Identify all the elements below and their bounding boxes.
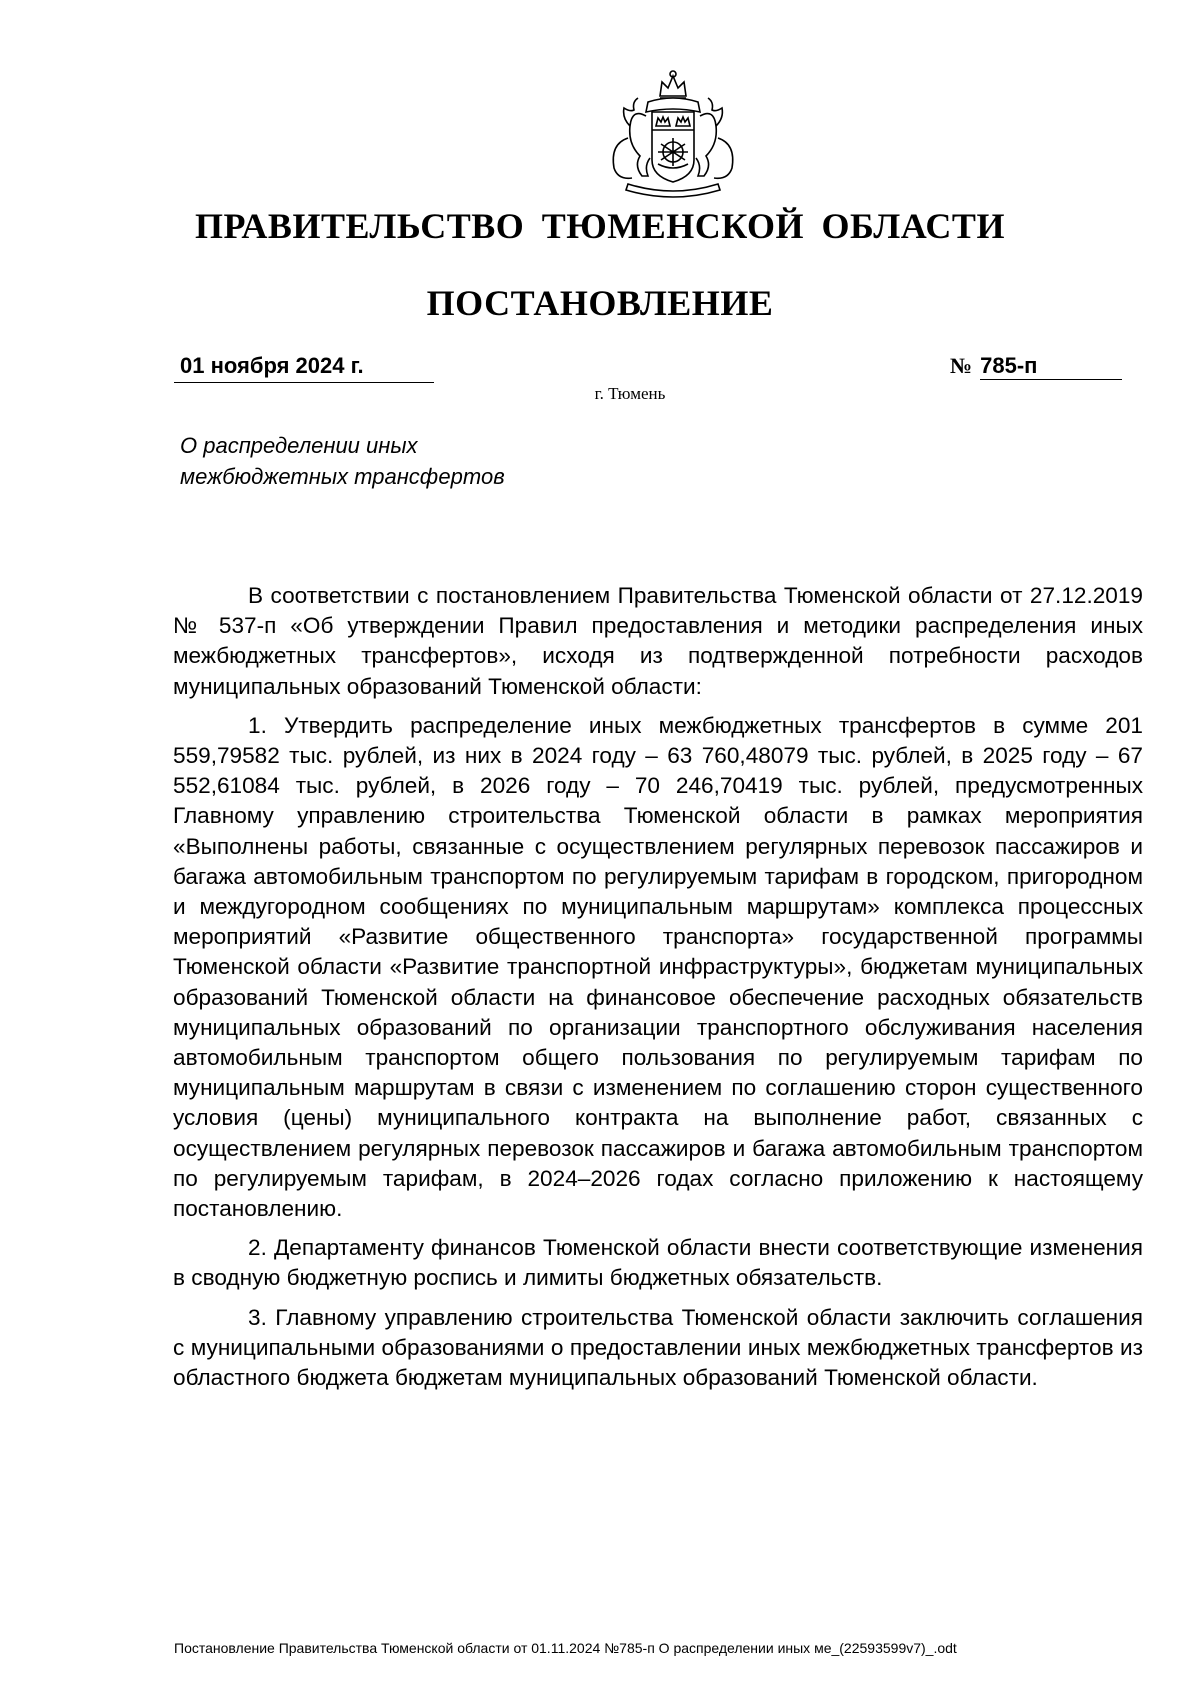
subject-line-2: межбюджетных трансфертов [180, 464, 505, 489]
document-type: ПОСТАНОВЛЕНИЕ [426, 283, 774, 323]
document-body [173, 581, 1143, 1402]
footer-filename: Постановление Правительства Тюменской области от 01.11.2024 №785-п О распределении иных ме_(22593599v7)_.odt [174, 1640, 957, 1656]
item-2-paragraph: 2. Департаменту финансов Тюменской области внести соответствующие изменения в сводную бюджетную роспись и лимиты бюджетных обязательств. [173, 1235, 1143, 1291]
document-date: 01 ноября 2024 г. [174, 353, 434, 383]
document-number: 785-п [980, 353, 1122, 380]
government-title: ПРАВИТЕЛЬСТВО ТЮМЕНСКОЙ ОБЛАСТИ [195, 206, 1005, 246]
preamble-paragraph: В соответствии с постановлением Правительства Тюменской области от 27.12.2019 № 537-п «Об утверждении Правил предоставления и методики распределения иных межбюджетных трансфертов», исходя из подтвержденной потребности расходов муниципальных образований Тюменской области: [173, 583, 1143, 699]
document-city: г. Тюмень [594, 384, 666, 403]
document-subject [180, 430, 505, 492]
item-1-paragraph: 1. Утвердить распределение иных межбюджетных трансфертов в сумме 201 559,79582 тыс. рублей, из них в 2024 году – 63 760,48079 тыс. рублей, в 2025 году – 67 552,61084 тыс. рублей, в 2026 году – 70 246,70419 тыс. рублей, предусмотренных Главному управлению строительства Тюменской области в рамках мероприятия «Выполнены работы, связанные с осуществлением регулярных перевозок пассажиров и багажа автомобильным транспортом по регулируемым тарифам в городском, пригородном и междугородном сообщениях по муниципальным маршрутам» комплекса процессных мероприятий «Развитие общественного транспорта» государственной программы Тюменской области «Развитие транспортной инфраструктуры», бюджетам муниципальных образований Тюменской области на финансовое обеспечение расходных обязательств муниципальных образований по организации транспортного обслуживания населения автомобильным транспортом общего пользования по регулируемым тарифам по муниципальным маршрутам в связи с изменением по соглашению сторон существенного условия (цены) муниципального контракта на выполнение работ, связанных с осуществлением регулярных перевозок пассажиров и багажа автомобильным транспортом по регулируемым тарифам, в 2024–2026 годах согласно приложению к настоящему постановлению. [173, 712, 1143, 1222]
item-3-paragraph: 3. Главному управлению строительства Тюменской области заключить соглашения с муниципальными образованиями о предоставлении иных межбюджетных трансфертов из областного бюджета бюджетам муниципальных образований Тюменской области. [173, 1304, 1143, 1391]
subject-line-1: О распределении иных [180, 433, 418, 458]
number-sign: № [950, 353, 973, 378]
document-number-block [950, 353, 1128, 383]
coat-of-arms-icon [588, 68, 758, 200]
